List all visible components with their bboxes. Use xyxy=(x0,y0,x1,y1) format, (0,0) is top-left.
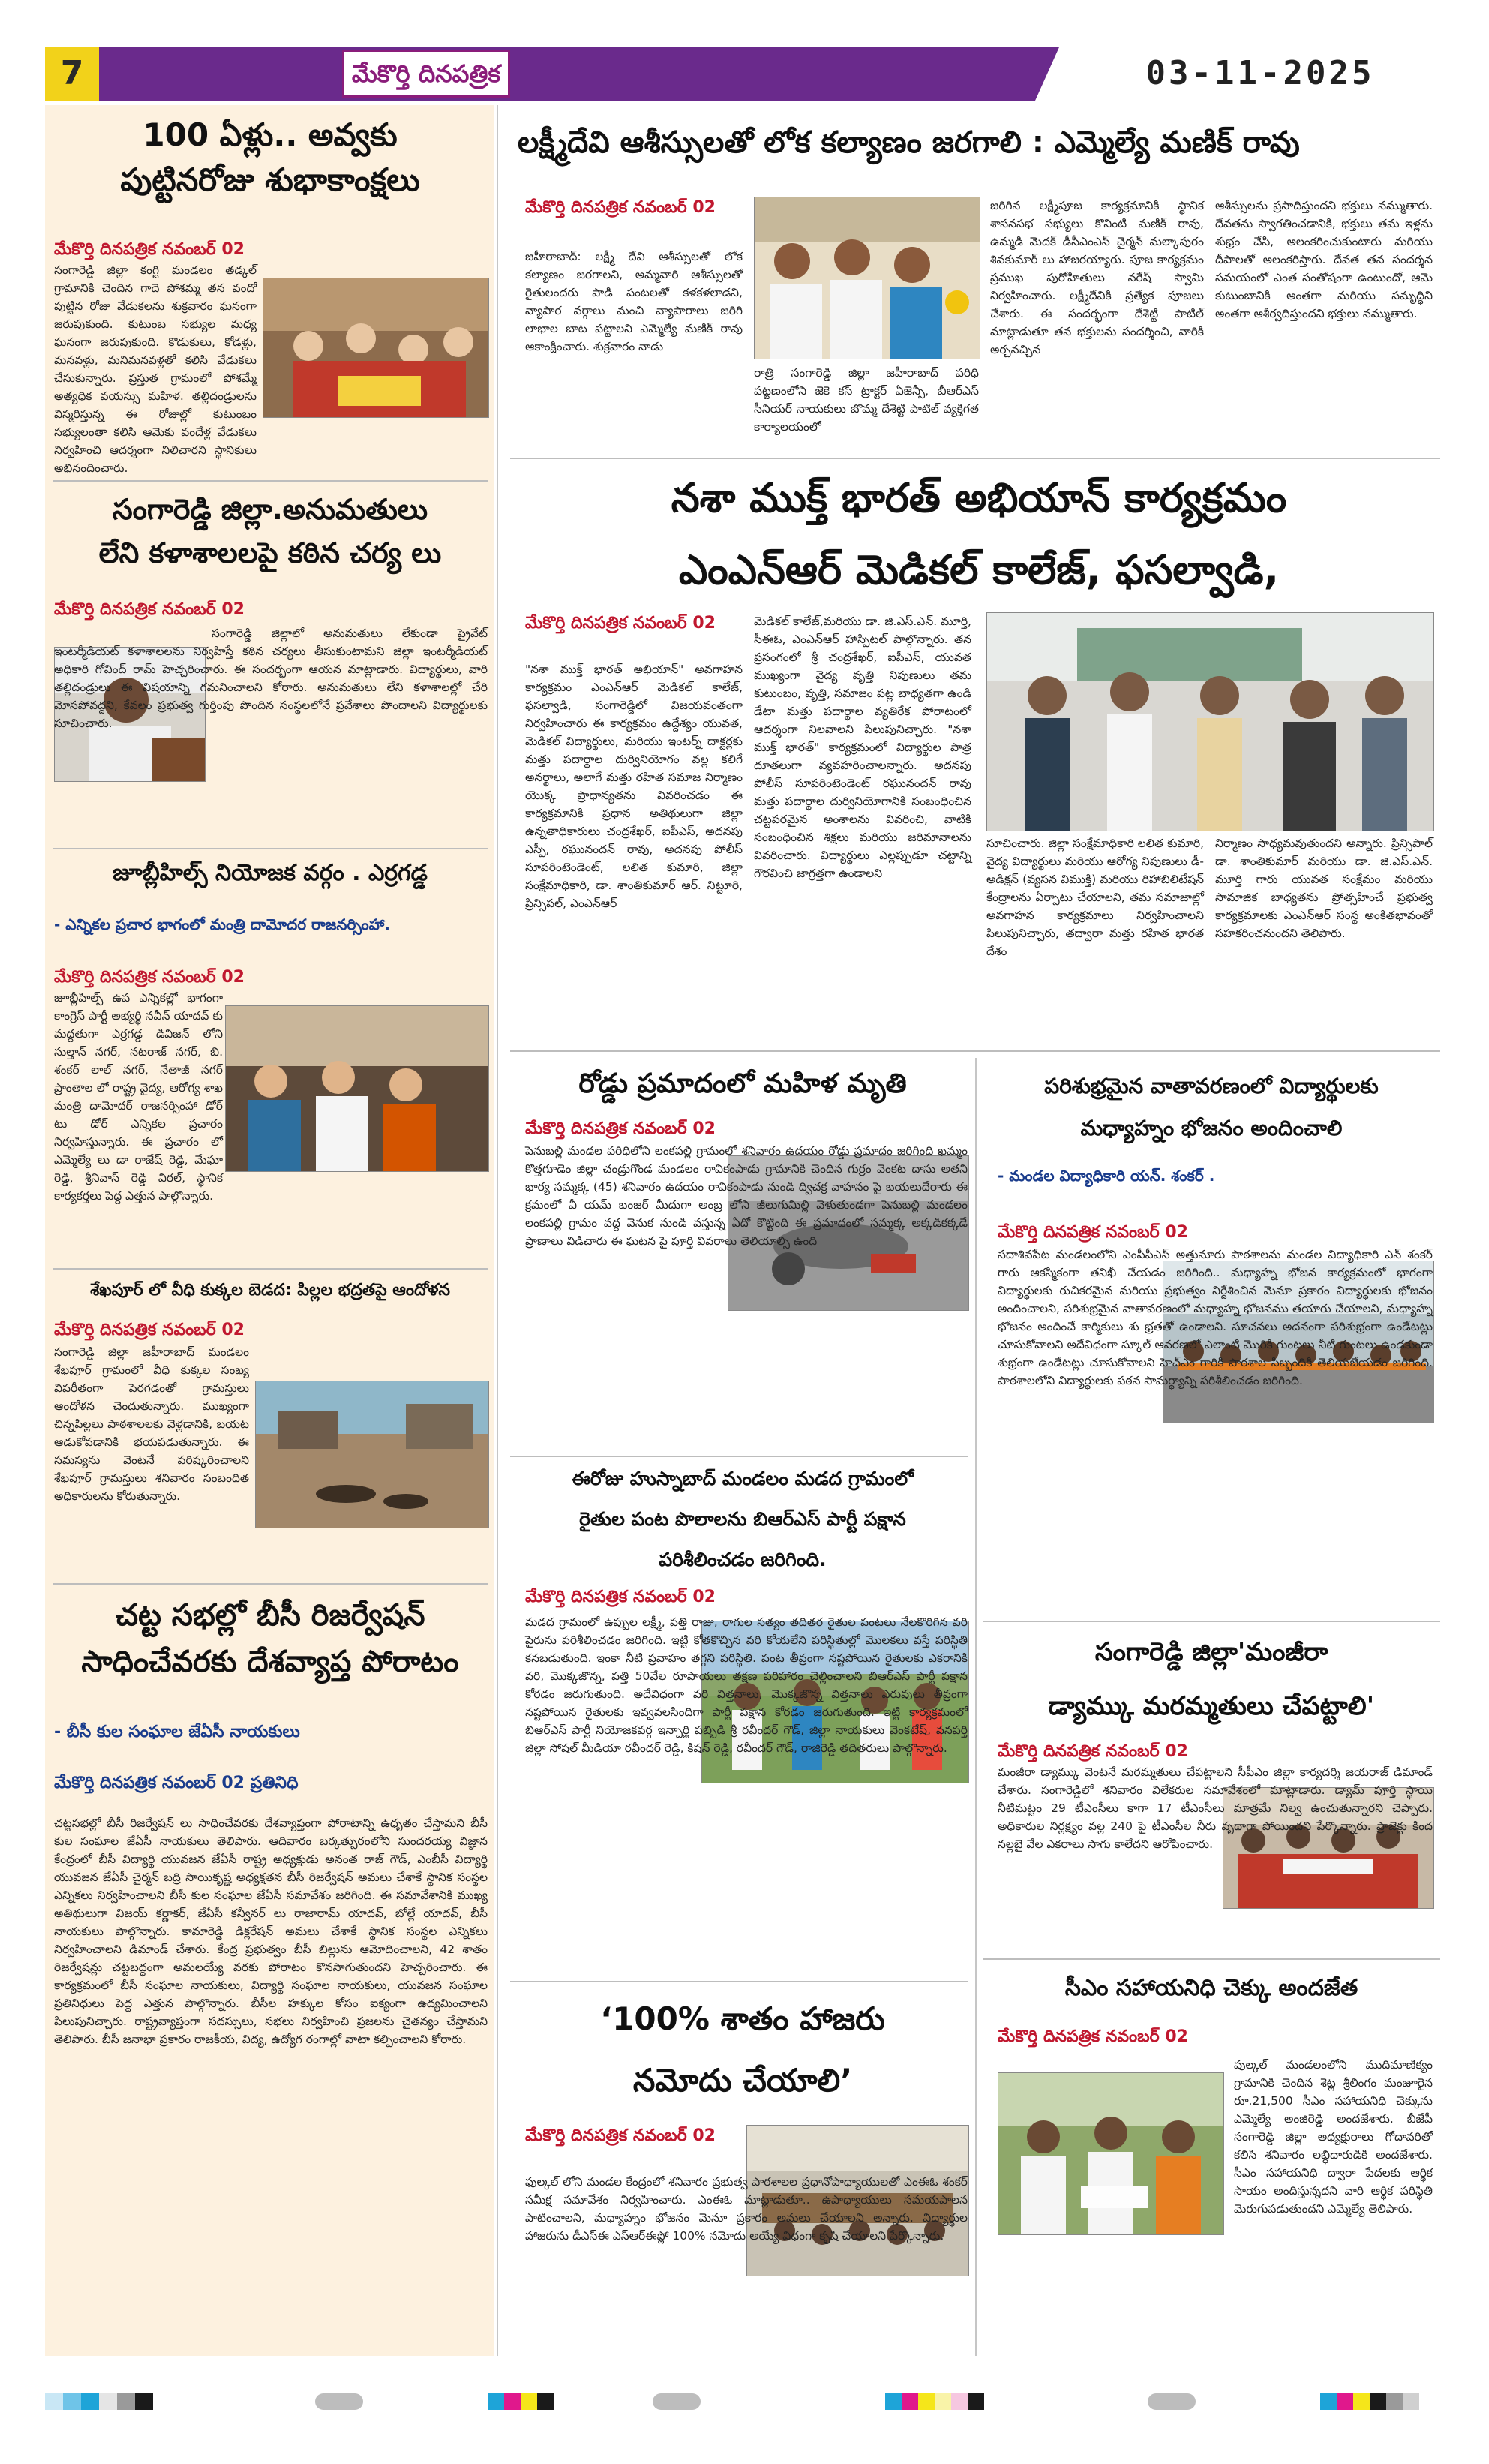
section-divider xyxy=(510,458,1440,459)
article-text xyxy=(525,2173,968,2356)
color-swatch xyxy=(63,2393,81,2410)
article-text xyxy=(1234,2056,1433,2236)
article-text xyxy=(998,1763,1433,1958)
headline-line: సంగారెడ్డి జిల్లా'మంజీరా xyxy=(1094,1637,1328,1667)
article-text: నిర్మాణం సాధ్యమవుతుందని అన్నారు. ప్రిన్సిపాల్ డా. శాంతికుమార్ మరియు డా. జి.ఎస్.ఎన్. మూర్తి గారు యువత సంక్షేమం మరియు సామాజిక బాధ్యతను ప్రోత్సహించే ప్రభుత్వ కార్యక్రమాలకు ఎంఎన్ఆర్ సంస్థ అంకితభావంతో సహకరించనుందని తెలిపారు. xyxy=(1215,837,1433,940)
registration-mark xyxy=(315,2393,363,2410)
color-swatch xyxy=(117,2393,135,2410)
headline-line: 100 ఏళ్లు.. అవ్వకు xyxy=(143,116,398,153)
article-text: ఆశీస్సులను ప్రసాదిస్తుందని భక్తులు నమ్ముతారు. దేవతను స్వాగతించడానికి, భక్తులు తమ ఇళ్లను శుభ్రం చేసి, అలంకరించుకుంటారు మరియు దీపాలతో అలంకరిస్తారు. దేవత తన సందర్శన సమయంలో ఎంత సంతోషంగా ఉంటుందో, ఆమె కుటుంబానికి అంతగా మరియు సమృద్ధిని అంతగా ఆశీర్వదిస్తుందని భక్తులు నమ్ముతారు. xyxy=(1215,199,1433,320)
byline: మేకొర్తి దినపత్రిక నవంబర్ 02 xyxy=(54,240,245,259)
color-swatch xyxy=(885,2393,902,2410)
article-text-span: ఫుల్కల్ లోని మండల కేంద్రంలో శనివారం ప్రభుత్వ పాఠశాలల ప్రధానోపాధ్యాయులతో ఎంఈఓ శంకర్ సమీక్ష సమావేశం నిర్వహించారు. ఎంఈఓ మాట్లాడుతూ.. ఉపాధ్యాయులు సమయపాలన పాటించాలని, మధ్యాహ్నం భోజనం మెనూ ప్రకారం అమలు చేయాలని అన్నారు. విద్యార్థుల హాజరును డీఎస్ఈ ఎస్ఆర్ఈప్లో 100% నమోదు అయ్యే విధంగా కృషి చేయాలని పేర్కొన్నారు. xyxy=(525,2175,968,2243)
headline-nasha-mukt xyxy=(518,462,1440,606)
headline-manjeera-dam xyxy=(983,1625,1440,1733)
color-swatch xyxy=(99,2393,117,2410)
article-text: జహీరాబాద్: లక్ష్మీ దేవి ఆశీస్సులతో లోక కల్యాణం జరగాలని, అమ్మవారి ఆశీస్సులతో రైతులందరు పాడి పంటలతో కళకళలాడని, వ్యాపార వర్గాలు మంచి వ్యాపారాలు జరిగి లాభాల బాట పట్టాలని ఎమ్మెల్యే మణిక్ రావు ఆకాంక్షించారు. శుక్రవారం నాడు xyxy=(525,250,743,353)
pooja-photo xyxy=(754,197,980,359)
article-text: సూచించారు. జిల్లా సంక్షేమాధికారి లలిత కుమారి, వైద్య విద్యార్థులు మరియు ఆరోగ్య నిపుణులు డీ-అడిక్షన్ (వ్యసన విముక్తి) మరియు రిహాబిలిటేషన్ కేంద్రాలను ఏర్పాటు చేయాలని, తమ సమాజాల్లో అవగాహన కార్యక్రమాలు నిర్వహించాలని పిలుపునిచ్చారు, తద్వారా మత్తు రహిత భారత దేశం xyxy=(986,837,1204,958)
section-divider xyxy=(510,1050,1440,1052)
article-text-span: మడద గ్రామంలో ఉప్పుల లక్ష్మీ, పత్తి రాజు, రాగుల సత్యం తదితర రైతుల పంటలు నేలకొరిగిన వరి పైరును పరిశీలించడం జరిగింది. ఇట్టి కోతకొచ్చిన వరి కోయలేని పరిస్థితుల్లో మొలకలు వస్తే పరిస్థితి కనబడుతుంది. ఇంకా నీటి ప్రవాహం తగ్గని పరిస్థితి. పంట తీవ్రంగా నష్టపోయిన రైతులకు ఎకరానికి వరి, మొక్కజొన్న, పత్తి 50వేల రూపాయలు తక్షణ పరిహారం చెల్లించాలని బిఆర్ఎస్ పార్టీ పక్షాన కోరడం జరుగుతుంది. అదేవిధంగా వరి విత్తనాలు, మొక్కజొన్న విత్తనాలు ఎరువులు తీవ్రంగా నష్టపోయిన రైతులకు ఇవ్వవలసిందిగా పార్టీ పక్షాన కోరడం జరుగుతుంది. ఇట్టి కార్యక్రమంలో బిఆర్ఎస్ పార్టీ నియోజకవర్గ ఇన్చార్జి పబ్బిడి శ్రీ రవీందర్ గౌడ్, జిల్లా నాయకులు వెంకటేష్, వనపర్తి జిల్లా సోషల్ మీడియా రవీందర్ రెడ్డి, కిషన్ రెడ్డి, రవీందర్ గౌడ్, రాజిరెడ్డి తదితరులు పాల్గొన్నారు. xyxy=(525,1615,968,1755)
article-text: జరిగిన లక్ష్మీపూజ కార్యక్రమానికి స్థానిక శాసనసభ సభ్యులు కొనింటి మణిక్ రావు, ఉమ్మడి మెదక్ డీసీఎంఎస్ చైర్మన్ మల్కాపురం శివకుమార్ లు హాజరయ్యారు. పూజ కార్యక్రమం ప్రముఖ పురోహితులు నరేష్ స్వామి నిర్వహించారు. లక్ష్మీదేవికి ప్రత్యేక పూజలు చేశారు. ఈ సందర్భంగా దేశెట్టి పాటిల్ మాట్లాడుతూ తన భక్తులను సందర్శించి, వారికి అర్చనచ్చిన xyxy=(990,199,1204,356)
section-divider xyxy=(510,1456,968,1457)
byline: మేకొర్తి దినపత్రిక నవంబర్ 02 xyxy=(54,1321,245,1339)
article-text: "నశా ముక్త్ భారత్ అభియాన్" అవగాహన కార్యక్రమం ఎంఎన్ఆర్ మెడికల్ కాలేజ్, ఫసల్వాడి, సంగారెడ్డిలో విజయవంతంగా నిర్వహించారు ఈ కార్యక్రమం ఉద్దేశ్యం యువత, మెడికల్ విద్యార్థులు, మరియు ఇంటర్న్ దాక్టర్లకు మత్తు పదార్థాల దుర్వినియోగం వల్ల కలిగే అనర్థాలు, అలాగే మత్తు రహిత సమాజ నిర్మాణం యొక్క ప్రాధాన్యతను వివరించడం ఈ కార్యక్రమానికి ప్రధాన అతిథులుగా జిల్లా ఉన్నతాధికారులు చంద్రశేఖర్, ఐపీఎస్, అదనపు ఎస్పీ, రఘునందన్ రావు, అదనపు పోలీస్ సూపరింటెండెంట్, లలిత కుమారి, జిల్లా సంక్షేమాధికారి, డా. శాంతికుమార్ ఆర్. నిట్టూరి, ప్రిన్సిపల్, ఎంఎన్ఆర్ xyxy=(525,663,743,910)
color-swatch xyxy=(1403,2393,1419,2410)
byline: మేకొర్తి దినపత్రిక నవంబర్ 02 xyxy=(525,1588,716,1606)
headline-cm-relief: సీఎం సహాయనిధి చెక్కు అందజేత xyxy=(1064,1975,1358,2001)
section-divider xyxy=(53,480,488,482)
article-text xyxy=(998,1246,1433,1621)
section-divider xyxy=(983,1958,1440,1960)
color-swatch xyxy=(968,2393,984,2410)
headline-line: ‘100% శాతం హాజరు xyxy=(600,2000,885,2037)
byline: మేకొర్తి దినపత్రిక నవంబర్ 02 xyxy=(525,198,716,217)
headline-line: పుట్టినరోజు శుభాకాంక్షలు xyxy=(120,161,420,198)
cheque-photo xyxy=(998,2072,1224,2235)
headline-colleges xyxy=(53,488,488,575)
headline-line: డ్యామ్కు మరమ్మతులు చేపట్టాలి' xyxy=(1048,1691,1375,1721)
article-text-span: పెనుబల్లి మండల పరిధిలోని లంకపల్లి గ్రామంలో శనివారం ఉదయం రోడ్డు ప్రమాదం జరిగింది ఖమ్మం కొత్తగూడెం జిల్లా చండ్రుగొండ మండలం రావికంపాడు గ్రామానికి చెందిన గుర్రం వెంకట దాసు అతని భార్య సమ్మక్క (45) శనివారం ఉదయం రావికంపాడు నుండి ద్విచక్ర వాహనం పై బయలుదేరారు ఈ క్రమంలో వీ యమ్ బంజర్ మీదుగా అంబ్ర లోని జీలుగుమిల్లి వెళుతుండగా పెనుబల్లి మండలం లంకపల్లి గ్రామం వద్ద వెనుక నుండి వస్తున్న ఏదో కొట్టింది ఈ ప్రమాదంలో సమ్మక్క అక్కడికక్కడే ప్రాణాలు విడిచారు ఈ ఘటన పై పూర్తి వివరాలు తెలియాల్సి ఉంది xyxy=(525,1144,968,1248)
byline: మేకొర్తి దినపత్రిక నవంబర్ 02 xyxy=(54,968,245,987)
headline-stray-dogs: శేఖపూర్ లో వీధి కుక్కల బెడద: పిల్లల భద్రతపై ఆందోళన xyxy=(90,1281,450,1300)
color-swatch xyxy=(504,2393,521,2410)
color-swatch xyxy=(902,2393,918,2410)
byline: మేకొర్తి దినపత్రిక నవంబర్ 02 xyxy=(525,614,716,633)
article-text xyxy=(525,1613,968,1981)
section-divider xyxy=(510,1981,968,1982)
headline-line: చట్ట సభల్లో బీసీ రిజర్వేషన్ xyxy=(115,1598,425,1633)
color-swatch xyxy=(521,2393,537,2410)
issue-date: 03-11-2025 xyxy=(1145,54,1375,92)
article-text-span: సంగారెడ్డి జిల్లా జహీరాబాద్ మండలం శేఖపూర్ గ్రామంలో వీధి కుక్కల సంఖ్య విపరీతంగా పెరగడంతో గ్రామస్తులు ఆందోళన చెందుతున్నారు. ముఖ్యంగా చిన్నపిల్లలు పాఠశాలలకు వెళ్లడానికి, బయట ఆడుకోవడానికి భయపడుతున్నారు. ఈ సమస్యను వెంటనే పరిష్కరించాలని శేఖపూర్ గ్రామస్తులు శనివారం సంబంధిత అధికారులను కోరుతున్నారు. xyxy=(54,1345,249,1503)
color-swatch xyxy=(1370,2393,1386,2410)
article-text: రాత్రి సంగారెడ్డి జిల్లా జహీరాబాద్ పరిధి పట్టణంలోని జెకె కస్ ట్రాక్టర్ ఏజెన్సీ, బీఆర్ఎస్ సీనియర్ నాయకులు బొమ్మ దేశెట్టి పాటిల్ వ్యక్తిగత కార్యాలయంలో xyxy=(754,366,979,434)
byline: మేకొర్తి దినపత్రిక నవంబర్ 02 xyxy=(998,1223,1188,1242)
section-divider xyxy=(53,848,488,849)
headline-midday-meal xyxy=(983,1065,1440,1149)
article-text-span: పుల్కల్ మండలంలోని ముదిమాణిక్యం గ్రామానికి చెందిన శెట్ల శ్రీలింగం మంజూరైన రూ.21,500 సీఎం సహాయనిధి చెక్కును ఎమ్మెల్యే అంజిరెడ్డి అందజేశారు. బీజేపీ సంగారెడ్డి జిల్లా అధ్యక్షురాలు గోదావరితో కలిసి శనివారం లబ్ధిదారుడికి అందజేశారు. సీఎం సహాయనిధి ద్వారా పేదలకు ఆర్థిక సాయం అందిస్తున్నదని వారి ఆర్థిక పరిస్థితి మెరుగుపడుతుందని ఎమ్మెల్యే తెలిపారు. xyxy=(1234,2058,1433,2216)
column-divider xyxy=(497,105,498,2356)
article-text xyxy=(54,1343,488,1591)
subheadline: - మండల విద్యాధికారి యన్. శంకర్ . xyxy=(998,1167,1215,1185)
headline-line: ఎంఎన్ఆర్ మెడికల్ కాలేజ్, ఫసల్వాడి, xyxy=(678,546,1280,593)
color-swatch xyxy=(1386,2393,1403,2410)
color-swatch xyxy=(1353,2393,1370,2410)
article-text-span: మంజీరా డ్యామ్కు వెంటనే మరమ్మతులు చేపట్టాలని సీపీఎం జిల్లా కార్యదర్శి జయరాజ్ డిమాండ్ చేశారు. సంగారెడ్డిలో శనివారం విలేకరుల సమావేశంలో మాట్లాడారు. డ్యామ్ పూర్తి స్థాయి నీటిమట్టం 29 టీఎంసీలు కాగా 17 టీఎంసీలు మాత్రమే నిల్వ ఉంచుతున్నారని చెప్పారు. అధికారుల నిర్లక్ష్యం వల్ల 240 పై టీఎంసీల నీరు వృథాగా పోయిందని పేర్కొన్నారు. ప్రాజెక్టు కింద నల్లబై వేల ఎకరాలు సాగు కాలేదని ఆరోపించారు. xyxy=(998,1765,1433,1851)
color-swatch xyxy=(135,2393,153,2410)
section-divider xyxy=(53,1268,488,1270)
color-swatch xyxy=(45,2393,63,2410)
headline-birthday xyxy=(53,113,488,203)
color-swatch xyxy=(488,2393,504,2410)
headline-bc-reservation xyxy=(53,1592,488,1685)
headline-line: సాధించేవరకు దేశవ్యాప్త పోరాటం xyxy=(81,1645,459,1679)
headline-line: పరిశీలించడం జరిగింది. xyxy=(659,1549,827,1570)
article-text: మెడికల్ కాలేజ్,మరియు డా. జి.ఎస్.ఎన్. మూర్తి, సీఈఓ, ఎంఎన్ఆర్ హాస్పిటల్ పాల్గొన్నారు. తన ప్రసంగంలో శ్రీ చంద్రశేఖర్, ఐపీఎస్, యువత ముఖ్యంగా వైద్య వృత్తి నిపుణులు తమ కుటుంబం, వృత్తి, సమాజం పట్ల బాధ్యతగా ఉండి డేటా మత్తు పదార్థాల వ్యతిరేక పోరాటంలో ఆదర్శంగా నిలవాలని పిలుపునిచ్చారు. "నశా ముక్త్ భారత్" కార్యక్రమంలో విద్యార్థుల పాత్ర దూతలుగా వ్యవహరించాలన్నారు. అదనపు పోలీస్ సూపరింటెండెంట్ రఘునందన్ రావు మత్తు పదార్థాల దుర్వినియోగానికి సంబంధించిన చట్టపరమైన అంశాలను వివరించి, వాటికి సంబంధించిన శిక్షలు మరియు జరిమానాలను వివరించారు. విద్యార్థులు ఎల్లప్పుడూ చట్టాన్ని గౌరవించి జాగ్రత్తగా ఉండాలని xyxy=(754,614,971,880)
headline-line: నమోదు చేయాలి’ xyxy=(632,2062,853,2099)
color-swatch xyxy=(951,2393,968,2410)
byline: మేకొర్తి దినపత్రిక నవంబర్ 02 xyxy=(54,600,245,619)
subheadline: - ఎన్నికల ప్రచార భాగంలో మంత్రి దామోదర రాజనర్సింహా. xyxy=(54,915,390,933)
column-divider xyxy=(975,1058,977,2356)
headline-line: రైతుల పంట పొలాలను బిఆర్ఎస్ పార్టీ పక్షాన xyxy=(579,1508,906,1530)
headline-jubilee-hills: జూబ్లీహిల్స్ నియోజక వర్గం . ఎర్రగడ్డ xyxy=(113,860,428,886)
color-swatch xyxy=(1337,2393,1353,2410)
byline: మేకొర్తి దినపత్రిక నవంబర్ 02 xyxy=(525,1119,716,1138)
headline-line: ఈరోజు హుస్నాబాద్ మండలం మడద గ్రామంలో xyxy=(571,1468,914,1489)
headline-line: పరిశుభ్రమైన వాతావరణంలో విద్యార్థులకు xyxy=(1044,1074,1379,1098)
color-swatch xyxy=(537,2393,554,2410)
article-text xyxy=(525,1142,968,1457)
byline: మేకొర్తి దినపత్రిక నవంబర్ 02 xyxy=(998,2027,1188,2046)
headline-line: మధ్యాహ్నం భోజనం అందించాలి xyxy=(1080,1116,1343,1140)
article-text: జూబ్లీహిల్స్ ఉప ఎన్నికల్లో భాగంగా కాంగ్రెస్ పార్టీ అభ్యర్థి నవీన్ యాదవ్ కు మద్దతుగా ఎర్రగడ్డ డివిజన్ లోని సుల్తాన్ నగర్, నటరాజ్ నగర్, బి. శంకర్ లాల్ నగర్, నేతాజీ నగర్ ప్రాంతాల లో రాష్ట్ర వైద్య, ఆరోగ్య శాఖ మంత్రి దామోదర్ రాజనర్సింహా డోర్ టు డోర్ ఎన్నికల ప్రచారం నిర్వహిస్తున్నారు. ఈ ప్రచారం లో ఎమ్మెల్యే లు డా రాజేష్ రెడ్డి, మేఘా రెడ్డి, శ్రీనివాస్ రెడ్డి విఠల్, స్థానిక కార్యకర్తలు పెద్ద ఎత్తున పాల్గొన్నారు. xyxy=(54,991,223,1203)
headline-line: లేని కళాశాలలపై కఠిన చర్య లు xyxy=(98,536,442,569)
masthead-logo: మేకొర్తి దినపత్రిక xyxy=(342,50,510,98)
headline-line: నశా ముక్త్ భారత్ అభియాన్ కార్యక్రమం xyxy=(671,474,1287,521)
byline: మేకొర్తి దినపత్రిక నవంబర్ 02 xyxy=(998,1742,1188,1761)
color-swatch xyxy=(1320,2393,1337,2410)
article-text: సంగారెడ్డి జిల్లా కంగ్టి మండలం తడ్కల్ గ్రామానికి చెందిన గాదె పోశమ్మ తన వందో పుట్టిన రోజు వేడుకలను శుక్రవారం ఘనంగా జరుపుకుంది. కుటుంబ సభ్యుల మధ్య ఘనంగా జరుపుకుంది. కొడుకులు, కోడళ్లు, మనవళ్లు, మనిమనవళ్లతో కలిసి వేడుకలు చేసుకున్నారు. ప్రస్తుత గ్రామంలో పోశమ్మే అత్యధిక వయస్సు మహిళ. తల్లిదండ్రులను విస్మరిస్తున్న ఈ రోజుల్లో కుటుంబం సభ్యులంతా కలిసి ఆమెకు వందేళ్ల వేడుకలు నిర్వహించి ఆదర్శంగా నిలిచారని స్థానికులు అభినందించారు. xyxy=(54,263,257,475)
registration-mark xyxy=(1148,2393,1196,2410)
headline-crop-inspection xyxy=(518,1459,968,1580)
section-divider xyxy=(983,1621,1440,1622)
article-text: చట్టసభల్లో బీసీ రిజర్వేషన్ లు సాధించేవరకు దేశవ్యాప్తంగా పోరాటాన్ని ఉధృతం చేస్తామని బీసీ కుల సంఘాల జేఏసీ నాయకులు తెలిపారు. ఆదివారం బర్కత్పురంలోని సుందరయ్య విజ్ఞాన కేంద్రంలో బీసీ విద్యార్థి యువజన జేఏసీ రాష్ట్ర అధ్యక్షుడు అనంత రాజ్ గౌడ్, ఎంబీసీ విద్యార్థి యువజన జేఏసీ చైర్మన్ బద్రి సాయికృష్ణ అధ్యక్షతన బీసీ రిజర్వేషన్ అమలు చేశాకే స్థానిక సంస్థల ఎన్నికలు నిర్వహించాలని బీసీ కుల సంఘాల జేఏసీ సమావేశం జరిగింది. ఈ సమావేశానికి ముఖ్య అతిథులుగా విజయ్ కర్ణాకర్, జేఏసీ కన్వీనర్ లు రాజారామ్ యాదవ్, బోల్లే యాదవ్, బీసీ నాయకులు పాల్గొన్నారు. కామారెడ్డి డిక్లరేషన్ అమలు చేశాకే స్థానిక సంస్థల ఎన్నికలు నిర్వహించాలని డిమాండ్ చేశారు. కేంద్ర ప్రభుత్వం బీసీ బిల్లును ఆమోదించాలని, 42 శాతం రిజర్వేషన్లు చట్టబద్ధంగా అమలయ్యే వరకు పోరాటం కొనసాగుతుందని హెచ్చరించారు. ఈ కార్యక్రమంలో బీసీ సంఘాల నాయకులు, విద్యార్థి సంఘాల నాయకులు, యువజన సంఘాల ప్రతినిధులు పెద్ద ఎత్తున పాల్గొన్నారు. బీసీల హక్కుల కోసం ఐక్యంగా ఉద్యమించాలని పిలుపునిచ్చారు. రాష్ట్రవ్యాప్తంగా సదస్సులు, సభలు నిర్వహించి ప్రజలను చైతన్యం చేస్తామని తెలిపారు. బీసీ జనాభా ప్రకారం రాజకీయ, విద్య, ఉద్యోగ రంగాల్లో వాటా కల్పించాలని కోరారు. xyxy=(54,1816,488,2046)
registration-mark xyxy=(653,2393,701,2410)
headline-line: సంగారెడ్డి జిల్లా.అనుమతులు xyxy=(112,493,428,526)
subheadline: - బీసీ కుల సంఘాల జేఏసీ నాయకులు xyxy=(54,1723,300,1741)
headline-road-accident: రోడ్డు ప్రమాదంలో మహిళ మృతి xyxy=(578,1068,907,1099)
byline: మేకొర్తి దినపత్రిక నవంబర్ 02 ప్రతినిధి xyxy=(54,1774,299,1792)
headline-attendance xyxy=(518,1988,968,2111)
headline-lakshmi: లక్ష్మీదేవి ఆశీస్సులతో లోక కల్యాణం జరగాలి : ఎమ్మెల్యే మణిక్ రావు xyxy=(518,125,1300,160)
page-number: 7 xyxy=(45,47,99,101)
byline: మేకొర్తి దినపత్రిక నవంబర్ 02 xyxy=(525,2126,716,2145)
birthday-photo xyxy=(263,278,489,418)
article-text-span: సదాశివపేట మండలంలోని ఎంపీపీఎస్ అత్తునూరు పాఠశాలను మండల విద్యాధికారి ఎన్ శంకర్ గారు ఆకస్మికంగా తనిఖీ చేయడం జరిగింది.. మధ్యాహ్న భోజన కార్యక్రమంలో భాగంగా విద్యార్థులకు రుచికరమైన మరియు ప్రభుత్వం నిర్దేశించిన మెనూ ప్రకారం విద్యార్థులకు భోజనం అందించాలని, పరిశుభ్రమైన వాతావరణంలో మధ్యాహ్న భోజనము తయారు చేయాలని, మధ్యాహ్న భోజనం అందించే కార్మికులు శు భ్రతతో ఉండాలని. సూచనలు అదనంగా పరిశుభ్రంగా ఉండేటట్లు చూసుకోవాలని అదేవిధంగా స్కూల్ ఆవరణలో ఎలాంటి మొరికి గుంటలు నీటి గుంటలు ఉండకుండా శుభ్రంగా ఉండేటట్లు చూసుకోవాలని హెచ్ఎం గారికి పాఠశాల సిబ్బందికి తెలియజేయడం జరిగింది. పాఠశాలలోని విద్యార్థులకు పఠన సామర్థ్యాన్ని పరిశీలించడం జరిగింది. xyxy=(998,1248,1433,1387)
medical-college-photo xyxy=(986,612,1434,831)
campaign-photo xyxy=(225,1005,489,1172)
color-swatch xyxy=(918,2393,935,2410)
section-divider xyxy=(53,1583,488,1585)
article-text: సంగారెడ్డి జిల్లాలో అనుమతులు లేకుండా ప్రైవేట్ ఇంటర్మీడియట్ కళాశాలలను నిర్వహిస్తే కఠిన చర్యలు తీసుకుంటామని జిల్లా ఇంటర్మీడియట్ అధికారి గోవింద్ రామ్ హెచ్చరించారు. ఈ సందర్భంగా ఆయన మాట్లాడారు. విద్యార్థులు, వారి తల్లిదండ్రులు ఈ విషయాన్ని గమనించాలని కోరారు. అనుమతులు లేని కళాశాలల్లో చేరి మోసపోవద్దని, కేవలం ప్రభుత్వ గుర్తింపు పొందిన సంస్థలలోనే ప్రవేశాలు పొందాలని విద్యార్థులకు సూచించారు. xyxy=(54,627,488,730)
color-swatch xyxy=(81,2393,99,2410)
color-swatch xyxy=(935,2393,951,2410)
